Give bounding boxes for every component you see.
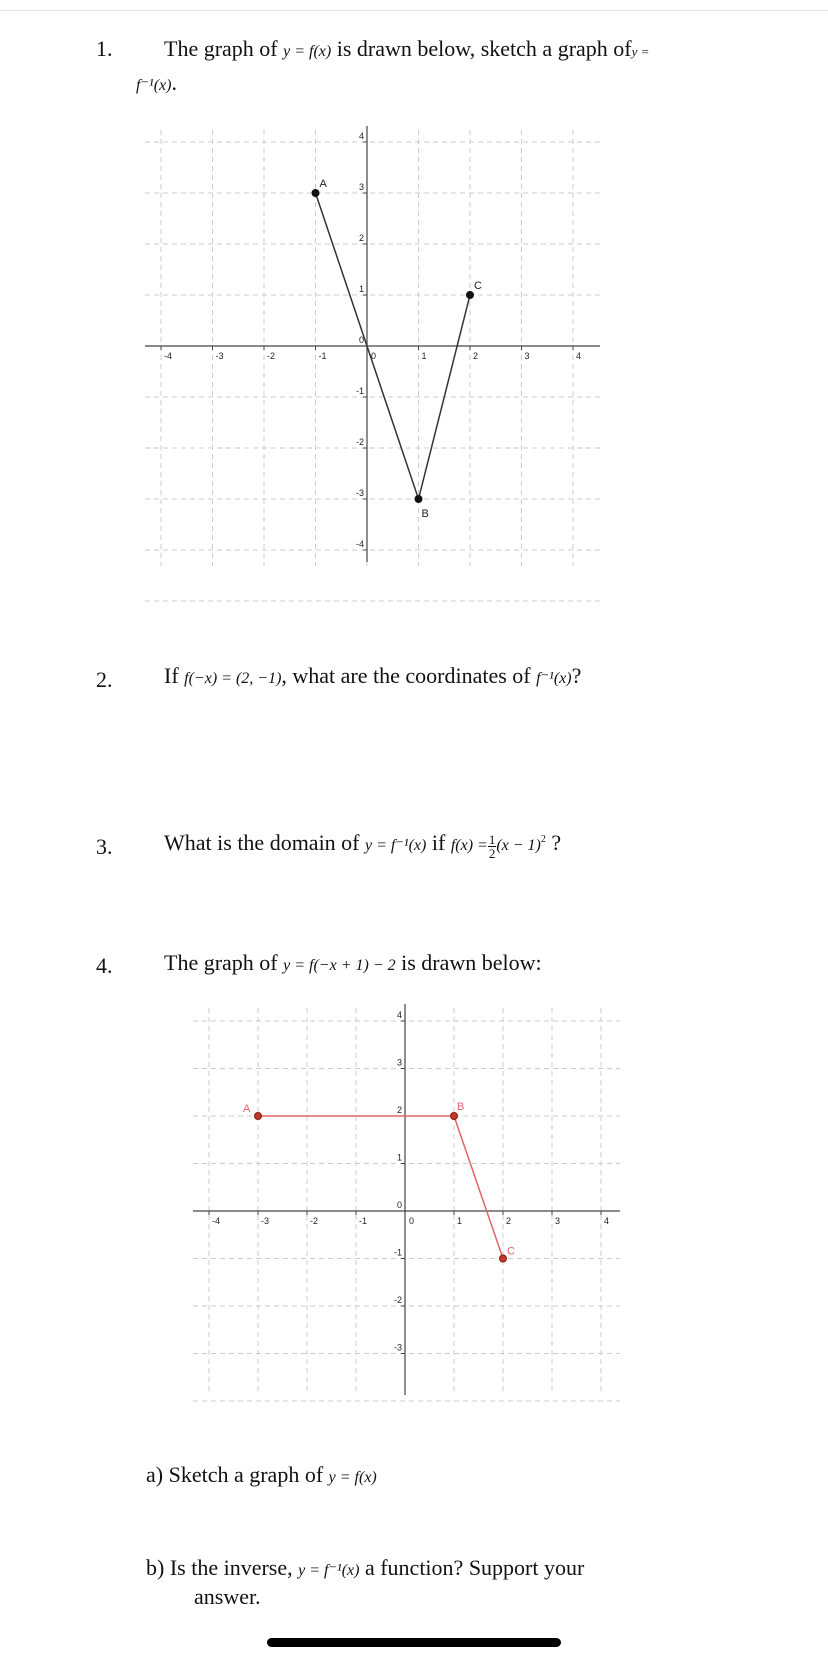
- question-3-text: [164, 830, 561, 860]
- q1-math-y: y =: [631, 44, 650, 59]
- point-c: [500, 1255, 507, 1262]
- q3-text-end: ?: [551, 830, 562, 855]
- q4b-text2: a function? Support your: [364, 1555, 585, 1580]
- graph-transformed: [0, 980, 828, 1400]
- q3-math-fx: f(x) =: [450, 837, 488, 854]
- point-c: [467, 292, 474, 299]
- y-tick-label: 0: [396, 1200, 402, 1210]
- question-4b-text-line2: answer.: [194, 1584, 261, 1609]
- y-tick-label: 2: [396, 1105, 402, 1115]
- x-tick-label: -4: [212, 1216, 221, 1226]
- x-tick-label: 4: [604, 1216, 610, 1226]
- x-tick-label: 0: [409, 1216, 415, 1226]
- x-tick-label: 3: [524, 351, 530, 361]
- x-tick-label: 0: [371, 351, 377, 361]
- home-indicator[interactable]: [267, 1638, 561, 1647]
- q4b-math: y = f⁻¹(x): [298, 1562, 360, 1579]
- y-tick-label: -4: [355, 539, 364, 549]
- series-line: [258, 1116, 503, 1259]
- x-tick-label: 2: [473, 351, 479, 361]
- y-tick-label: -3: [393, 1342, 402, 1353]
- q4a-math: y = f(x): [328, 1469, 377, 1486]
- question-4-number: 4.: [96, 953, 113, 978]
- point-label-a: A: [243, 1103, 251, 1115]
- y-tick-label: 2: [358, 233, 364, 243]
- x-tick-label: -2: [267, 351, 276, 361]
- q3-math-rest: (x − 1): [496, 837, 541, 854]
- y-tick-label: -2: [393, 1295, 402, 1305]
- y-tick-label: 4: [358, 131, 364, 141]
- q3-frac-den: 2: [488, 846, 496, 861]
- y-tick-label: 1: [396, 1152, 402, 1163]
- q2-text-middle: , what are the coordinates of: [281, 663, 531, 688]
- x-tick-label: -1: [359, 1216, 368, 1226]
- x-tick-label: 1: [421, 351, 427, 361]
- point-label-a: A: [319, 178, 327, 190]
- x-tick-label: 2: [506, 1216, 512, 1226]
- y-tick-label: -3: [355, 488, 364, 498]
- point-label-b: B: [421, 508, 429, 520]
- q1-text-end: .: [171, 70, 177, 95]
- point-b: [415, 496, 422, 503]
- y-tick-label: 3: [358, 182, 364, 192]
- question-4-text: [164, 950, 542, 976]
- x-tick-label: -3: [215, 351, 224, 361]
- x-tick-label: 1: [457, 1216, 463, 1226]
- q1-text-middle: is drawn below, sketch a graph of: [336, 36, 632, 61]
- y-tick-label: -1: [393, 1247, 402, 1258]
- q4b-text: b) Is the inverse,: [146, 1555, 293, 1580]
- point-b: [451, 1113, 458, 1120]
- question-3-number: 3.: [96, 834, 113, 859]
- q4-text-after: is drawn below:: [401, 950, 542, 975]
- q2-math-condition: f(−x) = (2, −1): [184, 670, 282, 687]
- y-tick-label: 1: [358, 284, 364, 294]
- x-tick-label: -1: [318, 351, 327, 361]
- q2-text-end: ?: [571, 663, 582, 688]
- question-4b-text: [146, 1555, 584, 1581]
- q1-math-inverse: f⁻¹(x): [136, 77, 172, 94]
- question-2-number: 2.: [96, 667, 113, 692]
- question-1-number: 1.: [96, 36, 113, 61]
- x-tick-label: -3: [261, 1216, 270, 1226]
- q3-frac-num: 1: [488, 832, 496, 847]
- point-label-b: B: [457, 1101, 465, 1113]
- point-a: [255, 1113, 262, 1120]
- graph-f-of-x: [0, 0, 828, 580]
- x-tick-label: 4: [576, 351, 582, 361]
- question-4a-text: [146, 1462, 377, 1488]
- q1-text-before: The graph of: [164, 36, 278, 61]
- y-tick-label: -1: [355, 386, 364, 396]
- question-2-text: [164, 663, 581, 689]
- y-tick-label: 3: [396, 1057, 402, 1068]
- q4-math-fx: y = f(−x + 1) − 2: [283, 957, 396, 974]
- q4-text-before: The graph of: [164, 950, 278, 975]
- x-tick-label: 3: [555, 1216, 561, 1226]
- q2-math-inverse: f⁻¹(x): [536, 670, 572, 687]
- x-tick-label: -4: [164, 351, 173, 361]
- q3-text-if: if: [431, 830, 446, 855]
- q2-text-if: If: [164, 663, 179, 688]
- point-label-c: C: [474, 280, 482, 292]
- point-label-c: C: [507, 1245, 515, 1258]
- x-tick-label: -2: [310, 1216, 319, 1226]
- q3-text-before: What is the domain of: [164, 830, 360, 855]
- q3-math-exp: 2: [540, 834, 546, 845]
- q4a-text: a) Sketch a graph of: [146, 1462, 324, 1487]
- q3-math-inverse: y = f⁻¹(x): [365, 837, 427, 854]
- y-tick-label: 0: [358, 335, 364, 345]
- y-tick-label: -2: [355, 437, 364, 447]
- q1-math-fx: y = f(x): [283, 43, 332, 60]
- y-tick-label: 4: [396, 1010, 402, 1020]
- point-a: [312, 190, 319, 197]
